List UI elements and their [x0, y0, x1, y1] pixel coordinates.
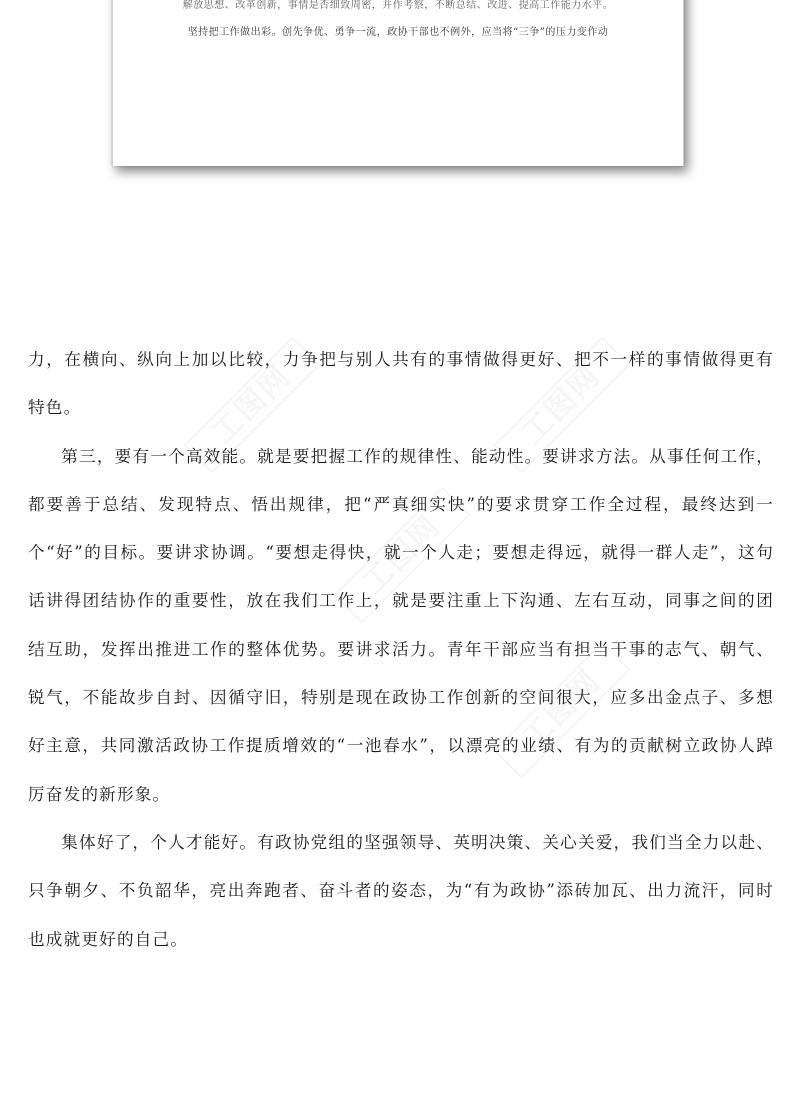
watermark-logo: 工图网: [493, 641, 630, 778]
watermark-logo: 工图网: [183, 336, 320, 473]
paragraph-continuation: 力，在横向、纵向上加以比较，力争把与别人共有的事情做得更好、把不一样的事情做得更有特色。: [28, 350, 774, 418]
article-body: [28, 336, 774, 964]
paragraph-third-point: 第三，要有一个高效能。就是要把握工作的规律性、能动性。要讲求方法。从事任何工作，都要善于总结、发现特点、悟出规律，把“严真细实快”的要求贯穿工作全过程，最终达到一个“好”的目标。要讲求协调。“要想走得快，就一个人走；要想走得远，就得一群人走”，这句话讲得团结协作的重要性，放在我们工作上，就是要注重上下沟通、左右互动，同事之间的团结互助，发挥出推进工作的整体优势。要讲求活力。青年干部应当有担当干事的志气、朝气、锐气，不能故步自封、因循守旧，特别是现在政协工作创新的空间很大，应多出金点子、多想好主意，共同激活政协工作提质增效的“一池春水”，以漂亮的业绩、有为的贡献树立政协人踔厉奋发的新形象。: [28, 446, 774, 804]
watermark-logo: 工图网: [333, 486, 470, 623]
preview-line: 坚持把工作做出彩。创先争优、勇争一流，政协干部也不例外，应当将“三争”的压力变作动: [187, 27, 609, 38]
preview-line: 解放思想、改革创新，事情是否细致周密，并作考察，不断总结、改进、提高工作能力水平。: [182, 0, 614, 11]
paragraph-conclusion: 集体好了，个人才能好。有政协党组的坚强领导、英明决策、关心关爱，我们当全力以赴、只争朝夕、不负韶华，亮出奔跑者、奋斗者的姿态，为“有为政协”添砖加瓦、出力流汗，同时也成就更好的自己。: [28, 832, 774, 949]
watermark-logo: 工图网: [493, 336, 630, 473]
document-preview-card: [112, 0, 684, 166]
